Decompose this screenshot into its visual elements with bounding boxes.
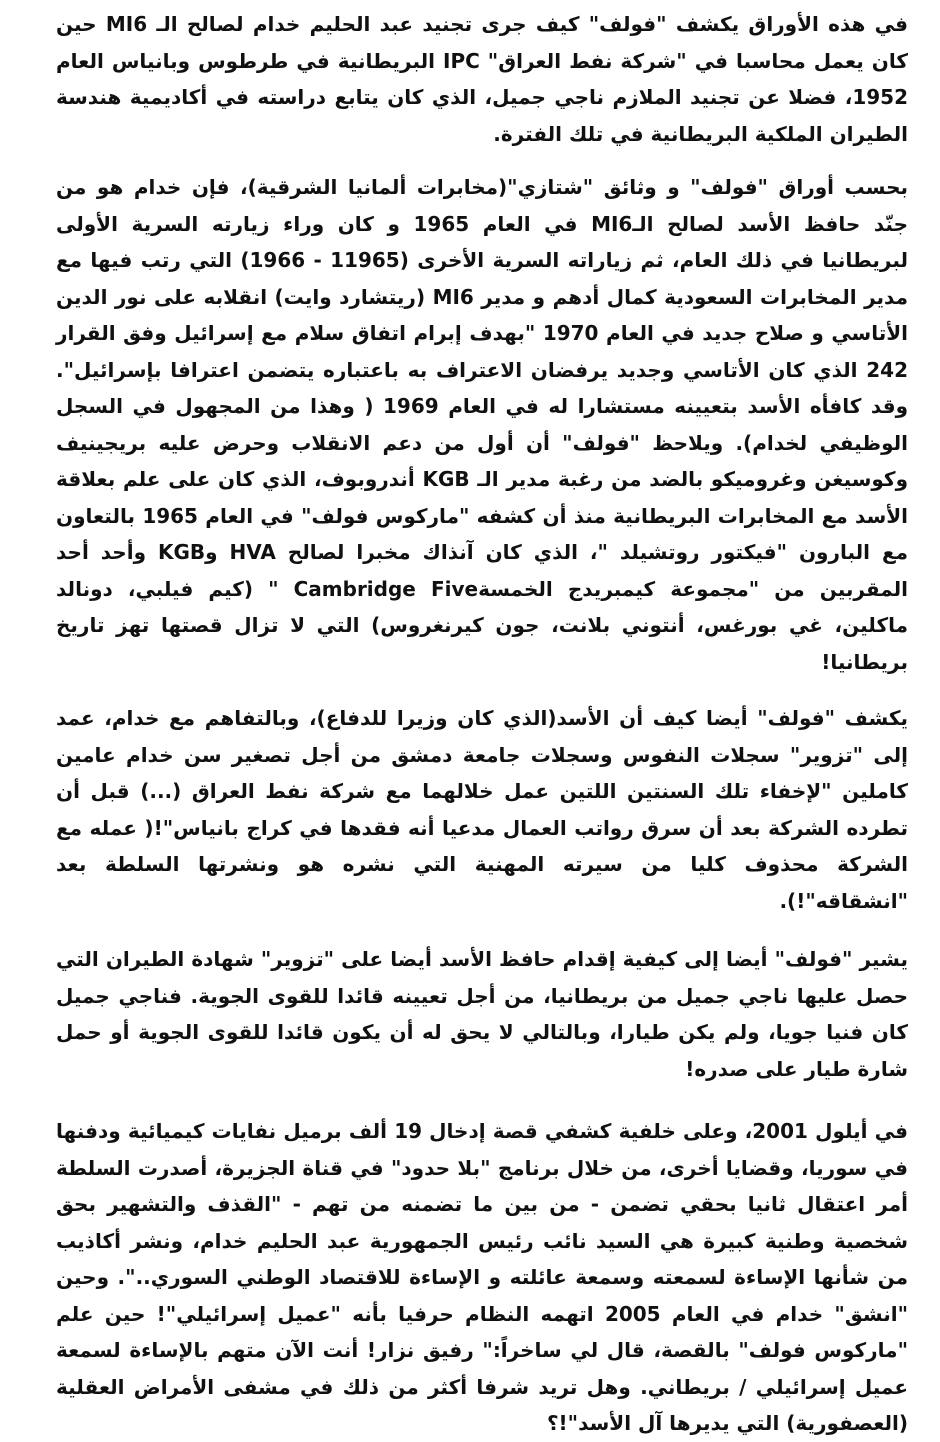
paragraph-5: في أيلول 2001، وعلى خلفية كشفي قصة إدخال 19 ألف برميل نفايات كيميائية ودفنها في سوريا، وقضايا أخرى، من خلال برنامج "بلا حدود" في قناة الجزيرة، أصدرت السلطة أمر اعتقال ثانيا بحقي تضمن - من بين ما تضمنه من تهم - "القذف والتشهير بحق شخصية وطنية كبيرة هي السيد نائب رئيس الجمهورية عبد الحليم خدام، ونشر أكاذيب من شأنها الإساءة لسمعته وسمعة عائلته و الإساءة للاقتصاد الوطني السوري..". وحين "انشق" خدام في العام 2005 اتهمه النظام حرفيا بأنه "عميل إسرائيلي"! حين علم "ماركوس فولف" بالقصة، قال لي ساخراً:" رفيق نزار! أنت الآن متهم بالإساءة لسمعة عميل إسرائيلي / بريطاني. وهل تريد شرفا أكثر من ذلك في مشفى الأمراض العقلية (العصفورية) التي يديرها آل الأسد"!؟	[56, 1119, 908, 1435]
paragraph-1: في هذه الأوراق يكشف "فولف" كيف جرى تجنيد عبد الحليم خدام لصالح الـ MI6 حين كان يعمل محاسبا في "شركة نفط العراق" IPC البريطانية في طرطوس وبانياس العام 1952، فضلا عن تجنيد الملازم ناجي جميل، الذي كان يتابع دراسته في أكاديمية هندسة الطيران الملكية البريطانية في تلك الفترة.	[56, 12, 908, 146]
paragraph-2: بحسب أوراق "فولف" و وثائق "شتازي"(مخابرات ألمانيا الشرقية)، فإن خدام هو من جنّد حافظ الأسد لصالح الـMI6 في العام 1965 و كان وراء زيارته السرية الأولى لبريطانيا في ذلك العام، ثم زياراته السرية الأخرى (11965 - 1966) التي رتب فيها مع مدير المخابرات السعودية كمال أدهم و مدير MI6 (ريتشارد وايت) انقلابه على نور الدين الأتاسي و صلاح جديد في العام 1970 "بهدف إبرام اتفاق سلام مع إسرائيل وفق القرار 242 الذي كان الأتاسي وجديد يرفضان الاعتراف به باعتباره يتضمن اعترافا بإسرائيل". وقد كافأه الأسد بتعيينه مستشارا له في العام 1969 ( وهذا من المجهول في السجل الوظيفي لخدام). ويلاحظ "فولف" أن أول من دعم الانقلاب وحرض عليه بريجينيف وكوسيغن وغروميكو بالضد من رغبة مدير الـ KGB أندروبوف، الذي كان على علم بعلاقة الأسد مع المخابرات البريطانية منذ أن كشفه "ماركوس فولف" في العام 1965 بالتعاون مع البارون "فيكتور روتشيلد "، الذي كان آنذاك مخبرا لصالح HVA وKGB وأحد أحد المقربين من "مجموعة كيمبريدج الخمسةCambridge Five " (كيم فيلبي، دونالد ماكلين، غي بورغس، أنتوني بلانت، جون كيرنغروس) التي لا تزال قصتها تهز تاريخ بريطانيا!	[56, 175, 909, 674]
paragraph-3: يكشف "فولف" أيضا كيف أن الأسد(الذي كان وزيرا للدفاع)، وبالتفاهم مع خدام، عمد إلى "تزوير" سجلات النفوس وسجلات جامعة دمشق من أجل تصغير سن خدام عامين كاملين "لإخفاء تلك السنتين اللتين عمل خلالهما مع شركة نفط العراق (...) قبل أن تطرده الشركة بعد أن سرق رواتب العمال مدعيا أنه فقدها في كراج بانياس"!( عمله مع الشركة محذوف كليا من سيرته المهنية التي نشره هو ونشرتها السلطة بعد "انشقاقه"!).	[56, 706, 908, 913]
paragraph-4: يشير "فولف" أيضا إلى كيفية إقدام حافظ الأسد أيضا على "تزوير" شهادة الطيران التي حصل عليها ناجي جميل من بريطانيا، من أجل تعيينه قائدا للقوى الجوية. فناجي جميل كان فنيا جويا، ولم يكن طيارا، وبالتالي لا يحق له أن يكون قائدا للقوى الجوية أو حمل شارة طيار على صدره!	[56, 947, 908, 1081]
document-body	[56, 6, 908, 1442]
